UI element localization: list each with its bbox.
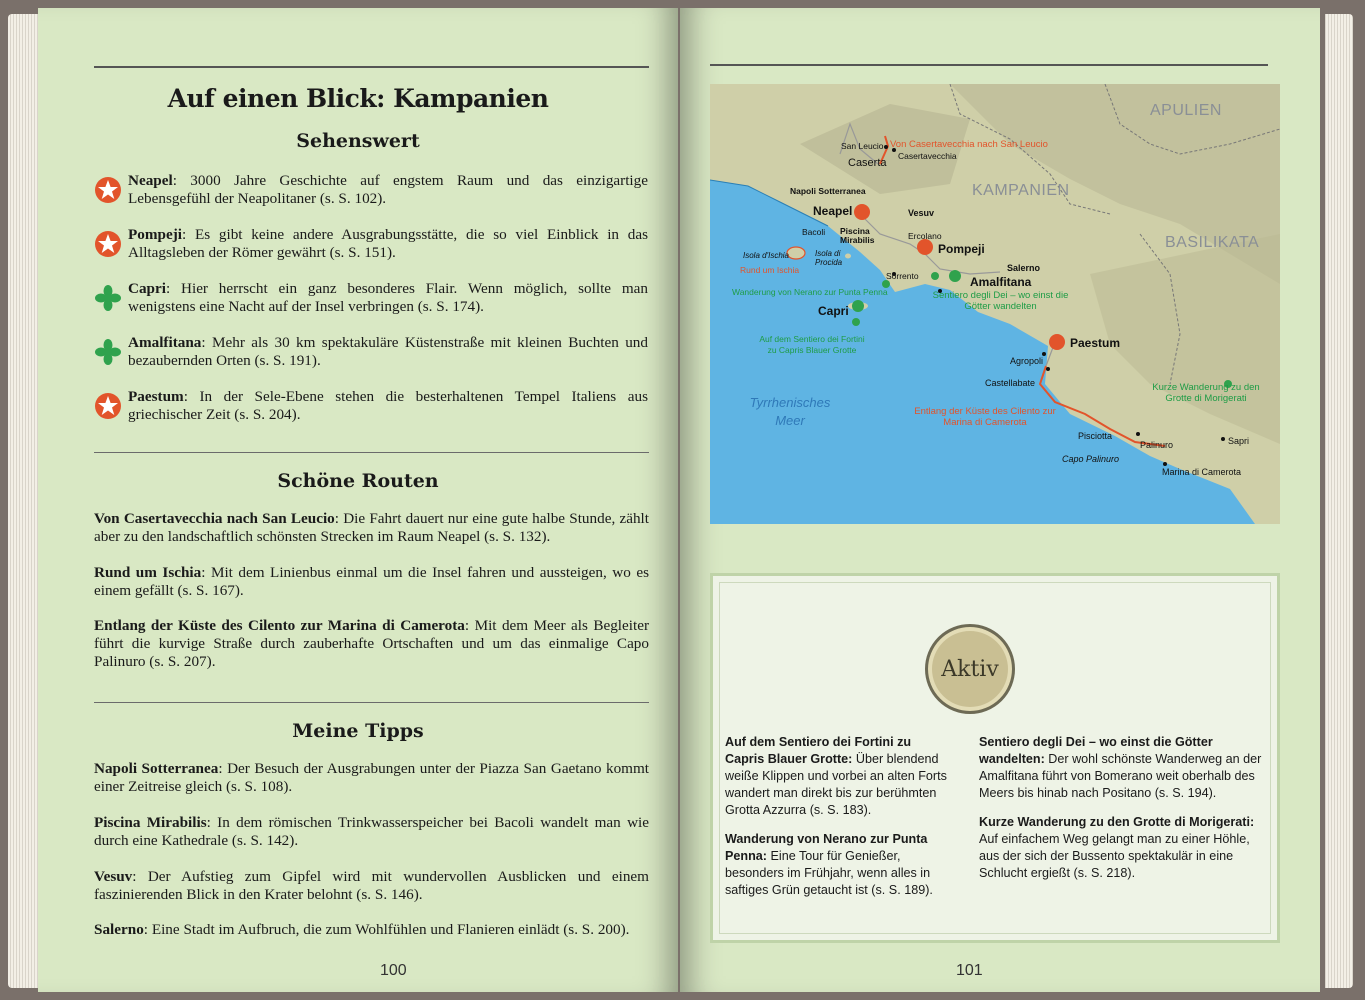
sehenswert-item: Amalfitana: Mehr als 30 km spektakuläre Küstenstraße mit kleinen Buchten und bezaubernden Orten (s. S. 191). <box>128 334 648 369</box>
tipp-item: Vesuv: Der Aufstieg zum Gipfel wird mit wundervollen Ausblicken und einem faszinierenden Blick in den Krater belohnt (s. S. 146). <box>94 868 649 903</box>
aktiv-column-left <box>725 734 951 911</box>
city-label: Piscina Mirabilis <box>840 226 875 245</box>
aktiv-column-right <box>979 734 1264 894</box>
leaf-icon <box>94 284 122 312</box>
route-item: Von Casertavecchia nach San Leucio: Die Fahrt dauert nur eine gute halbe Stunde, zählt aber zu den landschaftlich schönsten Strecken im Raum Neapel (s. S. 132). <box>94 510 649 545</box>
city-label: Isola d'Ischia <box>743 251 789 260</box>
top-rule <box>710 64 1268 66</box>
tipp-item: Salerno: Eine Stadt im Aufbruch, die zum Wohlfühlen und Flanieren einlädt (s. S. 200). <box>94 921 630 938</box>
sehenswert-item: Pompeji: Es gibt keine andere Ausgrabungsstätte, die so viel Einblick in das Alltagsleben der Römer gewährt (s. S. 151). <box>128 226 648 261</box>
city-label: Palinuro <box>1140 440 1174 450</box>
city-label: Isola di Procida <box>815 249 843 267</box>
tipp-item: Napoli Sotterranea: Der Besuch der Ausgrabungen unter der Piazza San Gaetano kommt einer Zeitreise gleich (s. S. 108). <box>94 760 650 795</box>
city-label: Ercolano <box>908 231 942 241</box>
sea-label: Tyrrhenisches Meer <box>749 395 831 428</box>
sehenswert-item: Neapel: 3000 Jahre Geschichte auf engstem Raum und das einzigartige Lebensgefühl der Neapolitaner (s. S. 102). <box>128 172 648 207</box>
tipp-item: Piscina Mirabilis: In dem römischen Trinkwasserspeicher bei Bacoli wandelt man wie durch eine Kathedrale (s. S. 142). <box>94 814 650 849</box>
star-icon <box>94 230 122 258</box>
section-rule <box>94 452 649 453</box>
aktiv-badge: Aktiv <box>925 624 1015 714</box>
city-label: Amalfitana <box>970 275 1032 289</box>
tipps-heading: Meine Tipps <box>292 720 424 742</box>
city-label: Vesuv <box>908 208 935 218</box>
page-number-right: 101 <box>956 962 983 979</box>
city-label: Capri <box>818 304 849 318</box>
page-title: Auf einen Blick: Kampanien <box>167 84 549 113</box>
region-label: APULIEN <box>1150 102 1222 119</box>
aktiv-item: Auf dem Sentiero dei Fortini zu Capris Blauer Grotte: Über blendend weiße Klippen und vorbei an alten Forts wandert man direkt bis zur berühmten Grotta Azzurra (s. S. 183). <box>725 735 947 817</box>
aktiv-box <box>710 573 1280 943</box>
leaf-icon <box>94 338 122 366</box>
city-label: Capo Palinuro <box>1062 454 1120 464</box>
city-label: Sorrento <box>886 271 919 281</box>
city-label: Neapel <box>813 204 853 218</box>
route-label: Rund um Ischia <box>740 265 800 275</box>
city-label: San Leucio <box>841 141 884 151</box>
walk-label: Sentiero degli Dei – wo einst die Götter wandelten <box>932 290 1069 312</box>
section-rule <box>94 702 649 703</box>
sehenswert-heading: Sehenswert <box>296 130 420 152</box>
city-label: Pompeji <box>938 242 985 256</box>
city-label: Agropoli <box>1010 356 1044 366</box>
route-item: Entlang der Küste des Cilento zur Marina di Camerota: Mit dem Meer als Begleiter führt die kurvige Straße durch zauberhafte Ortschaften und um das einmalige Capo Palinuro (s. S. 207). <box>94 617 649 670</box>
city-label: Napoli Sotterranea <box>790 186 866 196</box>
city-label: Marina di Camerota <box>1162 467 1242 477</box>
routen-heading: Schöne Routen <box>277 470 439 492</box>
aktiv-item: Wanderung von Nerano zur Punta Penna: Eine Tour für Genießer, besonders im Frühjahr, wenn alles in saftiges Grün getaucht ist (s. S. 189). <box>725 832 933 897</box>
city-label: Bacoli <box>802 227 826 237</box>
left-page <box>38 8 678 992</box>
region-label: BASILIKATA <box>1165 234 1260 251</box>
route-item: Rund um Ischia: Mit dem Linienbus einmal um die Insel fahren und aussteigen, wo es einem gefällt (s. S. 167). <box>94 564 649 599</box>
star-icon <box>94 392 122 420</box>
star-icon <box>94 176 122 204</box>
page-number-left: 100 <box>380 962 407 979</box>
sehenswert-item: Paestum: In der Sele-Ebene stehen die besterhaltenen Tempel Italiens aus griechischer Zeit (s. S. 204). <box>128 388 648 423</box>
walk-label: Auf dem Sentiero dei Fortini zu Capris Blauer Grotte <box>759 334 865 355</box>
region-map <box>710 84 1280 524</box>
aktiv-item: Kurze Wanderung zu den Grotte di Morigerati: Auf einfachem Weg gelangt man zu einer Höhle, aus der sich der Bussento spektakulär in eine Schlucht ergießt (s. S. 218). <box>979 815 1255 880</box>
city-label: Salerno <box>1007 263 1041 273</box>
sehenswert-item: Capri: Hier herrscht ein ganz besonderes Flair. Wenn möglich, sollte man wenigstens eine Nacht auf der Insel verbringen (s. S. 174). <box>128 280 648 315</box>
city-label: Paestum <box>1070 336 1121 350</box>
city-label: Caserta <box>848 157 887 169</box>
city-label: Castellabate <box>985 378 1036 388</box>
page-edge-right <box>1325 14 1353 988</box>
right-page <box>680 8 1320 992</box>
walk-label: Wanderung von Nerano zur Punta Penna <box>732 287 888 297</box>
city-label: Pisciotta <box>1078 431 1113 441</box>
aktiv-item: Sentiero degli Dei – wo einst die Götter wandelten: Der wohl schönste Wanderweg an der Amalfitana führt von Bomerano weit oberhalb des Meers bis hinab nach Positano (s. S. 194). <box>979 735 1262 800</box>
route-label: Von Casertavecchia nach San Leucio <box>890 139 1048 150</box>
open-book <box>8 8 1353 992</box>
city-label: Casertavecchia <box>898 151 957 161</box>
route-label: Entlang der Küste des Cilento zur Marina di Camerota <box>914 406 1056 428</box>
walk-label: Kurze Wanderung zu den Grotte di Morigerati <box>1152 382 1260 404</box>
region-label: KAMPANIEN <box>972 182 1070 199</box>
top-rule <box>94 66 649 68</box>
city-label: Sapri <box>1228 436 1250 446</box>
